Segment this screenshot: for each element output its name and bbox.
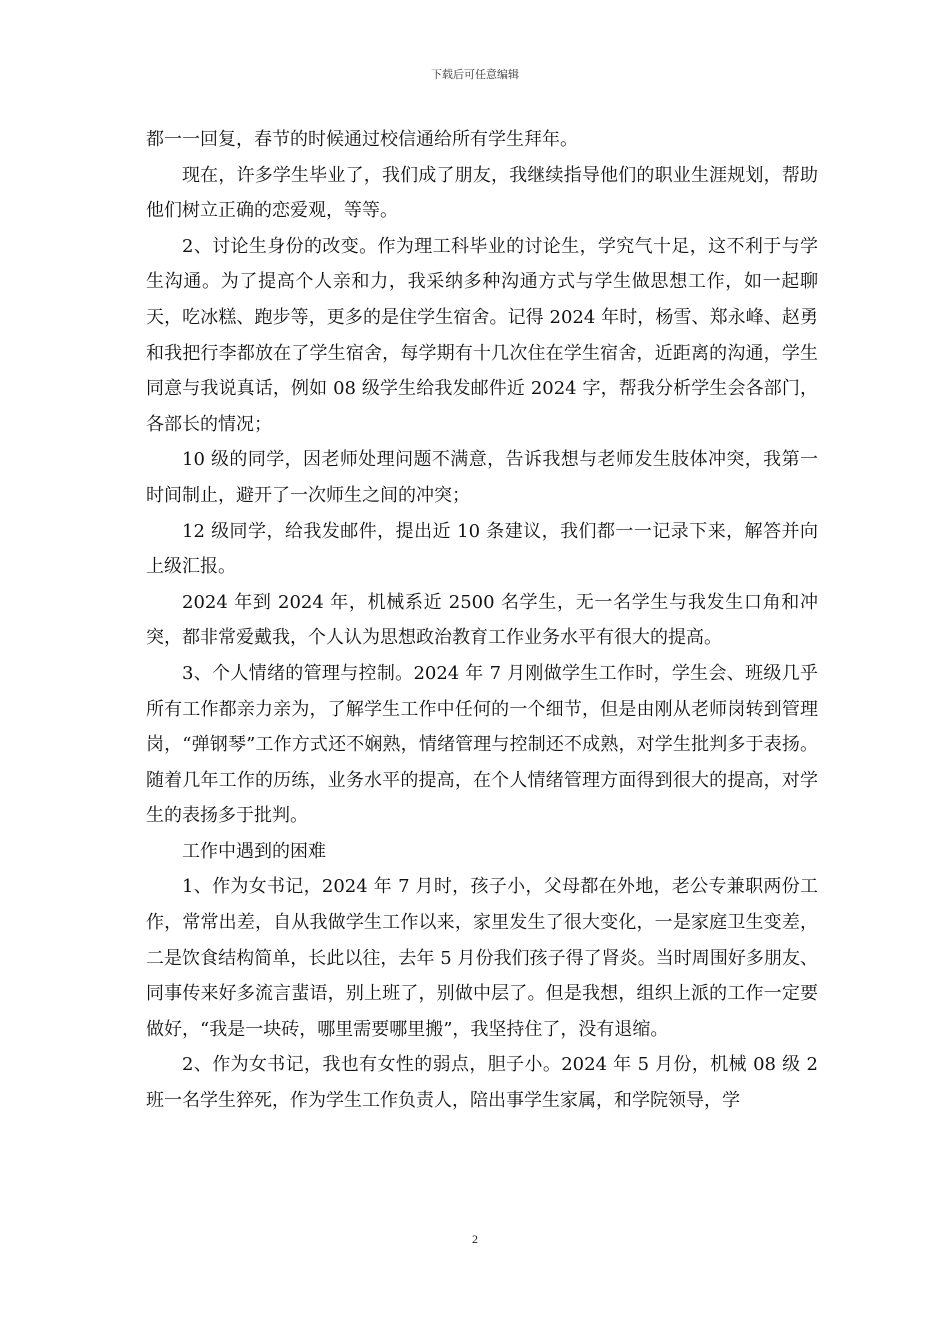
paragraph: 2、讨论生身份的改变。作为理工科毕业的讨论生，学究气十足，这不利于与学生沟通。为了提高个人亲和力，我采纳多种沟通方式与学生做思想工作，如一起聊天，吃冰糕、跑步等，更多的是住学生宿舍。记得 2024 年时，杨雪、郑永峰、赵勇和我把行李都放在了学生宿舍，每学期有十几次住在学生宿舍，近距离的沟通，学生同意与我说真话，例如 08 级学生给我发邮件近 2024 字，帮我分析学生会各部门，各部长的情况； [146, 235, 818, 435]
paragraph: 12 级同学，给我发邮件，提出近 10 条建议，我们都一一记录下来，解答并向上级汇报。 [146, 520, 818, 578]
document-body [146, 122, 818, 1119]
paragraph: 1、作为女书记，2024 年 7 月时，孩子小，父母都在外地，老公专兼职两份工作，常常出差，自从我做学生工作以来，家里发生了很大变化，一是家庭卫生变差，二是饮食结构简单，长此以往，去年 5 月份我们孩子得了肾炎。当时周围好多朋友、同事传来好多流言蜚语，别上班了，别做中层了。但是我想，组织上派的工作一定要做好，“我是一块砖，哪里需要哪里搬”，我坚持住了，没有退缩。 [146, 876, 818, 1040]
paragraph: 现在，许多学生毕业了，我们成了朋友，我继续指导他们的职业生涯规划，帮助他们树立正确的恋爱观，等等。 [146, 164, 818, 222]
page-number: 2 [472, 1232, 478, 1246]
paragraph: 3、个人情绪的管理与控制。2024 年 7 月刚做学生工作时，学生会、班级几乎所有工作都亲力亲为，了解学生工作中任何的一个细节，但是由刚从老师岗转到管理岗，“弹钢琴”工作方式还不娴熟，情绪管理与控制还不成熟，对学生批判多于表扬。随着几年工作的历练，业务水平的提高，在个人情绪管理方面得到很大的提高，对学生的表扬多于批判。 [146, 662, 818, 827]
page-header: 下载后可任意编辑 [431, 68, 519, 81]
section-heading: 工作中遇到的困难 [182, 840, 326, 862]
paragraph: 都一一回复，春节的时候通过校信通给所有学生拜年。 [146, 129, 578, 150]
paragraph: 10 级的同学，因老师处理问题不满意，告诉我想与老师发生肢体冲突，我第一时间制止，避开了一次师生之间的冲突； [146, 449, 818, 506]
paragraph: 2024 年到 2024 年，机械系近 2500 名学生，无一名学生与我发生口角和冲突，都非常爱戴我，个人认为思想政治教育工作业务水平有很大的提高。 [146, 591, 818, 649]
paragraph: 2、作为女书记，我也有女性的弱点，胆子小。2024 年 5 月份，机械 08 级 2 班一名学生猝死，作为学生工作负责人，陪出事学生家属，和学院领导，学 [146, 1054, 818, 1112]
